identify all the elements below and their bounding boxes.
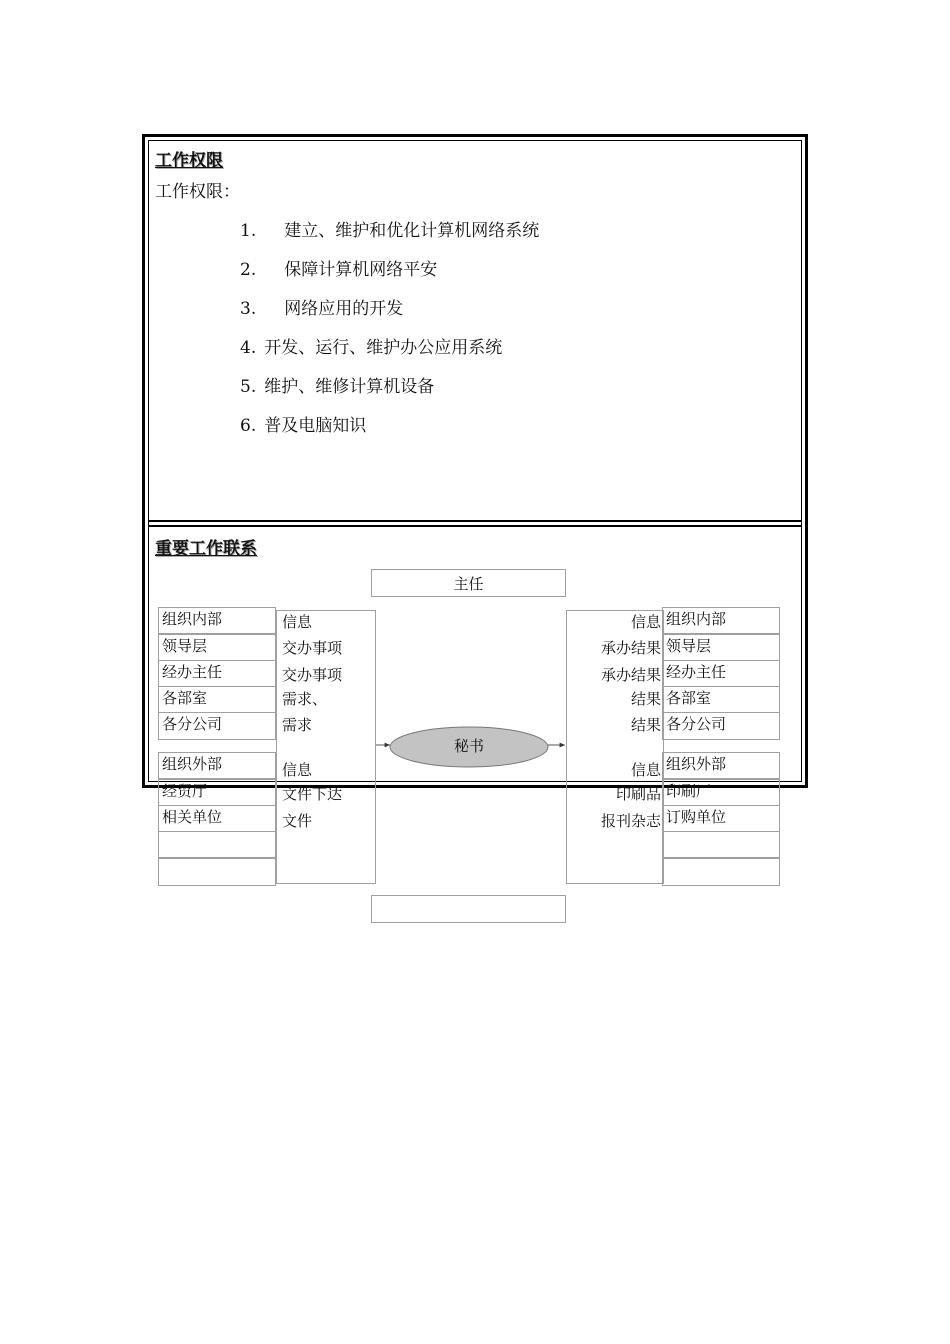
right-entity-cell: 组织外部 [662, 752, 780, 779]
right-entity-cell: 各部室 [662, 686, 780, 713]
left-entity-cell: 领导层 [158, 634, 276, 661]
right-entity-cell: 领导层 [662, 634, 780, 661]
right-entity-cell: 组织内部 [662, 607, 780, 634]
relations-heading: 重要工作联系 [155, 539, 257, 559]
right-entity-cell: 订购单位 [662, 805, 780, 832]
item-number: 2. [240, 260, 257, 280]
item-text: 保障计算机网络平安 [284, 260, 438, 280]
left-flow-label: 交办事项 [282, 666, 343, 684]
right-entity-cell: 经办主任 [662, 660, 780, 687]
item-text: 维护、维修计算机设备 [264, 377, 435, 397]
right-entity-cell: 各分公司 [662, 712, 780, 740]
item-text: 开发、运行、维护办公应用系统 [264, 338, 503, 358]
right-flow-label: 信息 [630, 613, 661, 631]
right-flow-label: 信息 [630, 761, 661, 779]
item-text: 普及电脑知识 [264, 416, 367, 436]
left-entity-cell: 组织内部 [158, 607, 276, 634]
left-flow-label: 文件下达 [282, 785, 343, 803]
item-number: 6. [240, 416, 257, 436]
right-flow-label: 承办结果 [600, 666, 661, 684]
left-entity-cell: 各部室 [158, 686, 276, 713]
left-entity-cell: 各分公司 [158, 712, 276, 740]
right-entity-cell: 印刷厂 [662, 779, 780, 806]
item-text: 网络应用的开发 [284, 299, 404, 319]
item-text: 建立、维护和优化计算机网络系统 [284, 221, 540, 241]
left-flow-label: 信息 [282, 761, 313, 779]
right-flow-label: 印刷品 [615, 785, 661, 803]
left-flow-label: 交办事项 [282, 639, 343, 657]
item-number: 5. [240, 377, 257, 397]
authority-heading: 工作权限 [155, 151, 223, 171]
left-entity-cell: 经贸厅 [158, 779, 276, 806]
authority-intro: 工作权限： [155, 182, 240, 202]
item-number: 1. [240, 221, 257, 241]
right-flow-label: 承办结果 [600, 639, 661, 657]
left-entity-cell: 相关单位 [158, 805, 276, 832]
item-number: 4. [240, 338, 257, 358]
left-flow-label: 信息 [282, 613, 313, 631]
right-flow-label: 结果 [630, 716, 661, 734]
right-flow-label: 结果 [630, 690, 661, 708]
left-flow-label: 需求、 [282, 690, 328, 708]
item-number: 3. [240, 299, 257, 319]
top-box-label: 主任 [453, 575, 484, 593]
left-flow-label: 需求 [282, 716, 313, 734]
center-label: 秘书 [453, 737, 484, 755]
left-entity-cell: 组织外部 [158, 752, 276, 779]
left-entity-cell: 经办主任 [158, 660, 276, 687]
left-flow-label: 文件 [282, 812, 313, 830]
right-flow-label: 报刊杂志 [600, 812, 661, 830]
